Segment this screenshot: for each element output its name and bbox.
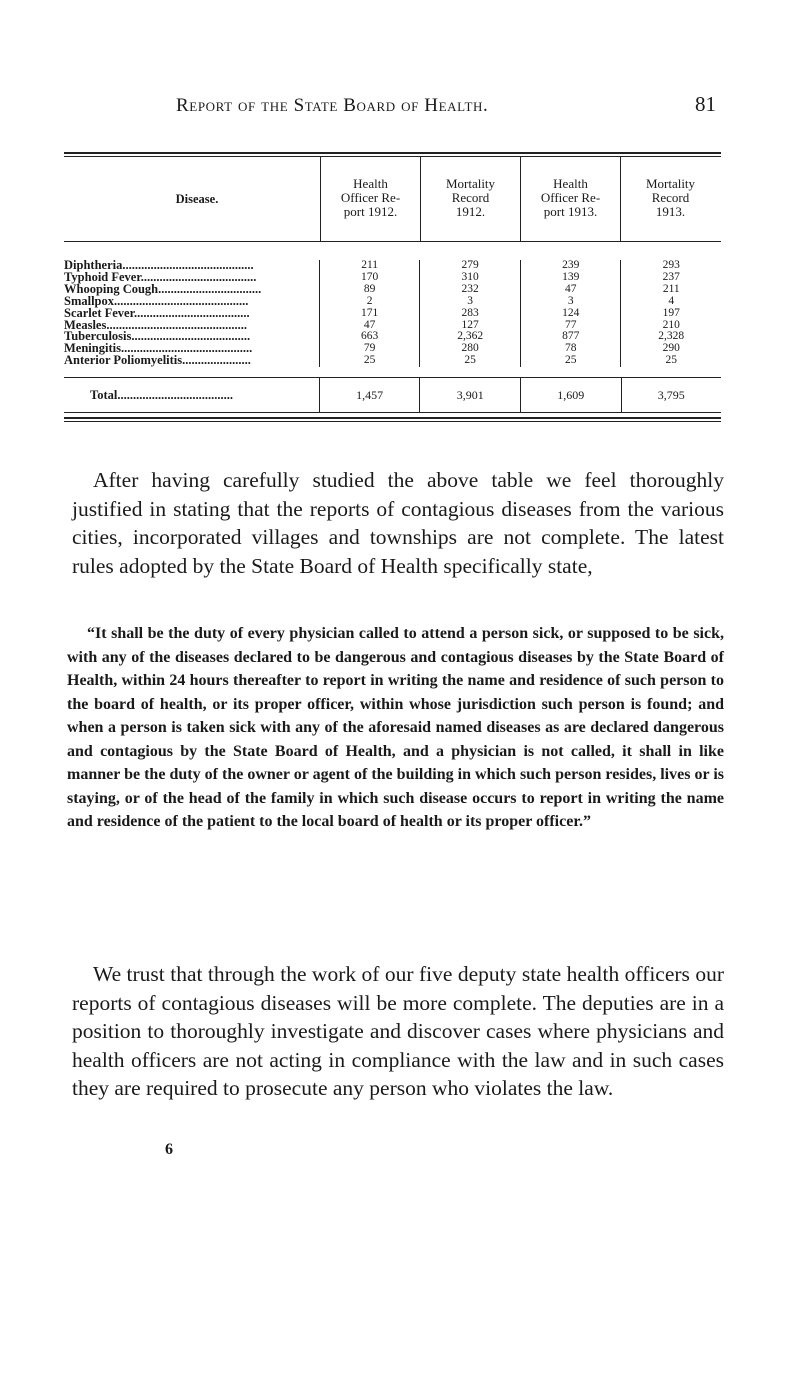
- header-mortality-1912: Mortality Record 1912.: [420, 157, 520, 241]
- table-body: [64, 242, 721, 378]
- quoted-rule: “It shall be the duty of every physician called to attend a person sick, or supposed to be sick, with any of the diseases declared to be dangerous and contagious diseases by the State Board of Health, within 24 hours thereafter to report in writing the name and residence of such person to the board of health, or its proper officer, within whose jurisdiction such person is found; and when a person is taken sick with any of the aforesaid named diseases as are declared dangerous and contagious by the State Board of Health, and a physician is not called, it shall in like manner be the duty of the owner or agent of the building in which such person resides, lives or is staying, or of the head of the family in which such disease occurs to report in writing the name and residence of the patient to the local board of health or its proper officer.”: [67, 625, 724, 830]
- table-row-label: Scarlet Fever.....................................: [64, 307, 250, 320]
- page-number: 81: [695, 92, 716, 116]
- table-row-label: Whooping Cough.................................: [64, 283, 262, 296]
- table-row-label: Measles.............................................: [64, 319, 247, 332]
- total-label: Total.....................................: [90, 387, 233, 402]
- table-row-label: Tuberculosis......................................: [64, 331, 251, 344]
- header-mortality-1913: Mortality Record 1913.: [620, 157, 720, 241]
- values-mortality-1913: 293 237 211 4 197 210 2,328 290 25: [620, 260, 721, 367]
- header-health-officer-1913: Health Officer Re- port 1913.: [520, 157, 620, 241]
- total-value: 1,457: [319, 378, 420, 412]
- disease-column: [64, 260, 319, 367]
- table-total-row: [64, 378, 721, 413]
- values-mortality-1912: 279 310 232 3 283 127 2,362 280 25: [419, 260, 520, 367]
- values-health-officer-1913: 239 139 47 3 124 77 877 78 25: [520, 260, 621, 367]
- paragraph-1: After having carefully studied the above table we feel thoroughly justified in stating that the reports of contagious diseases from the various cities, incorporated villages and townships are not complete. The latest rules adopted by the State Board of Health specifically state,: [72, 468, 724, 578]
- total-value: 1,609: [520, 378, 621, 412]
- table-bottom-rule: [64, 417, 721, 422]
- table-row-label: Smallpox...........................................: [64, 295, 249, 308]
- table-row-label: Anterior Poliomyelitis......................: [64, 355, 251, 368]
- values-health-officer-1912: 211 170 89 2 171 47 663 79 25: [319, 260, 420, 367]
- total-value: 3,795: [621, 378, 722, 412]
- disease-table: [64, 152, 721, 422]
- total-value: 3,901: [419, 378, 520, 412]
- header-disease: Disease.: [175, 191, 219, 206]
- signature-folio: 6: [165, 1141, 173, 1158]
- running-head-title: Report of the State Board of Health.: [176, 95, 489, 116]
- table-row-label: Meningitis..........................................: [64, 343, 253, 356]
- header-health-officer-1912: Health Officer Re- port 1912.: [320, 157, 420, 241]
- paragraph-2: We trust that through the work of our five deputy state health officers our reports of contagious diseases will be more complete. The deputies are in a position to thoroughly investigate and discover cases where physicians and health officers are not acting in compliance with the law and in such cases they are required to prosecute any person who violates the law.: [72, 962, 724, 1101]
- table-row-label: Diphtheria..........................................: [64, 260, 254, 272]
- table-header-row: [64, 157, 721, 242]
- table-row-label: Typhoid Fever.....................................: [64, 271, 257, 284]
- running-head: [176, 92, 716, 117]
